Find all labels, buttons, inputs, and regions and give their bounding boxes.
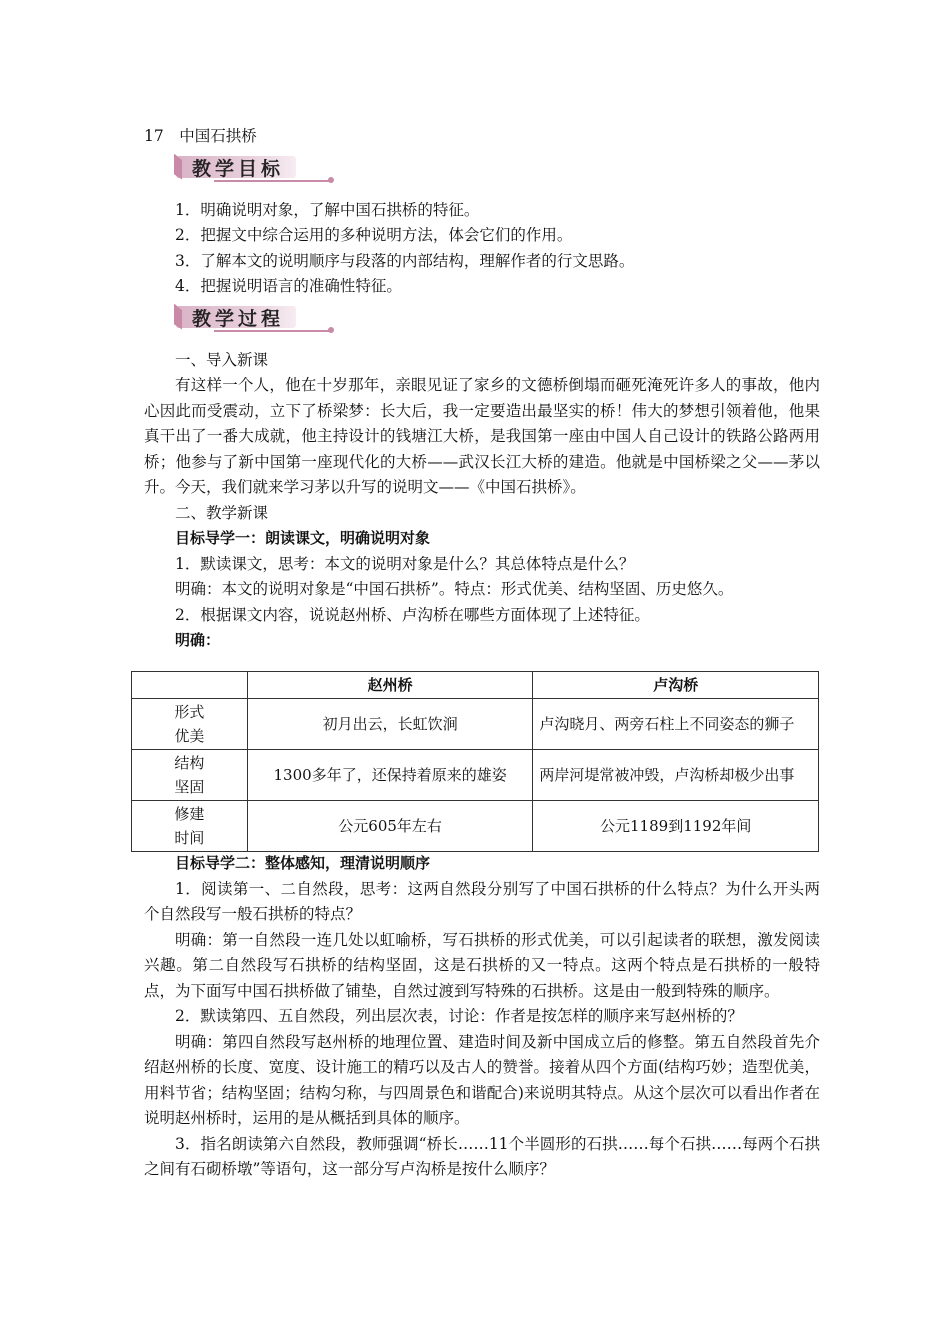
row-label xyxy=(132,750,248,801)
part-heading: 二、教学新课 xyxy=(175,503,269,522)
goal-item: 2．把握文中综合运用的多种说明方法，体会它们的作用。 xyxy=(175,226,573,244)
table-row xyxy=(132,750,819,801)
table-header-cell: 卢沟桥 xyxy=(533,672,819,699)
answer: 明确：第四自然段写赵州桥的地理位置、建造时间及新中国成立后的修整。第五自然段首先介绍赵州桥的长度、宽度、设计施工的精巧以及古人的赞誉。接着从四个方面(结构巧妙；造型优美，用料节省；结构坚固；结构匀称，与四周景色和谐配合)来说明其特点。从这个层次可以看出作者在说明赵州桥时，运用的是从概括到具体的顺序。 xyxy=(144,1032,820,1127)
goal-item: 1．明确说明对象，了解中国石拱桥的特征。 xyxy=(175,200,480,219)
row-label-line: 修建 xyxy=(174,805,205,823)
document-page-lower xyxy=(144,851,820,1183)
part-heading: 一、导入新课 xyxy=(175,350,269,369)
goal-item: 4．把握说明语言的准确性特征。 xyxy=(175,277,402,295)
answer: 明确：本文的说明对象是“中国石拱桥”。特点：形式优美、结构坚固、历史悠久。 xyxy=(175,580,734,598)
table-row xyxy=(132,699,819,750)
section-banner-process xyxy=(174,300,344,334)
banner-label: 教学目标 xyxy=(192,157,285,180)
banner-label: 教学过程 xyxy=(192,307,285,330)
answer-label: 明确： xyxy=(175,631,221,649)
banner-underline xyxy=(214,180,332,182)
row-label-line: 坚固 xyxy=(174,778,205,796)
question: 2．默读第四、五自然段，列出层次表，讨论：作者是按怎样的顺序来写赵州桥的？ xyxy=(175,1007,743,1025)
section-banner-goals xyxy=(174,150,344,184)
question: 1．阅读第一、二自然段，思考：这两自然段分别写了中国石拱桥的什么特点？为什么开头两个自然段写一般石拱桥的特点？ xyxy=(144,879,820,923)
question: 1．默读课文，思考：本文的说明对象是什么？其总体特点是什么？ xyxy=(175,554,635,573)
table-row xyxy=(132,801,819,852)
table-header-row xyxy=(132,672,819,699)
row-label-line: 优美 xyxy=(174,727,205,745)
lesson-title: 17 中国石拱桥 xyxy=(144,127,257,145)
row-label-line: 结构 xyxy=(174,754,205,772)
row-label-line: 形式 xyxy=(174,703,205,721)
goal2-heading: 目标导学二：整体感知，理清说明顺序 xyxy=(175,854,431,872)
answer: 明确：第一自然段一连几处以虹喻桥，写石拱桥的形式优美，可以引起读者的联想，激发阅读兴趣。第二自然段写石拱桥的结构坚固，这是石拱桥的又一特点。这两个特点是石拱桥的一般特点，为下面写中国石拱桥做了铺垫，自然过渡到写特殊的石拱桥。这是由一般到特殊的顺序。 xyxy=(144,930,820,1000)
table-header-cell xyxy=(132,672,248,699)
goal-item: 3．了解本文的说明顺序与段落的内部结构，理解作者的行文思路。 xyxy=(175,251,635,270)
row-label xyxy=(132,801,248,852)
question: 2．根据课文内容，说说赵州桥、卢沟桥在哪些方面体现了上述特征。 xyxy=(175,605,650,624)
zhaozhou-cell: 初月出云，长虹饮涧 xyxy=(247,699,533,750)
lugou-cell: 公元1189到1192年间 xyxy=(533,801,819,852)
comparison-table xyxy=(131,671,819,852)
table-header-cell: 赵州桥 xyxy=(247,672,533,699)
zhaozhou-cell: 1300多年了，还保持着原来的雄姿 xyxy=(247,750,533,801)
banner-dot-icon xyxy=(328,327,334,333)
intro-paragraph: 有这样一个人，他在十岁那年，亲眼见证了家乡的文德桥倒塌而砸死淹死许多人的事故，他内心因此而受震动，立下了桥梁梦：长大后，我一定要造出最坚实的桥！伟大的梦想引领着他，他果真干出了一番大成就，他主持设计的钱塘江大桥，是我国第一座由中国人自己设计的铁路公路两用桥；他参与了新中国第一座现代化的大桥——武汉长江大桥的建造。他就是中国桥梁之父——茅以升。今天，我们就来学习茅以升写的说明文——《中国石拱桥》。 xyxy=(144,376,820,496)
goal1-heading: 目标导学一：朗读课文，明确说明对象 xyxy=(175,529,431,547)
lugou-cell: 卢沟晓月、两旁石柱上不同姿态的狮子 xyxy=(533,699,819,750)
lugou-cell: 两岸河堤常被冲毁，卢沟桥却极少出事 xyxy=(533,750,819,801)
document-page xyxy=(144,124,820,654)
row-label xyxy=(132,699,248,750)
question: 3．指名朗读第六自然段，教师强调“桥长……11个半圆形的石拱……每个石拱……每两个石拱之间有石砌桥墩”等语句，这一部分写卢沟桥是按什么顺序？ xyxy=(144,1134,820,1178)
banner-dot-icon xyxy=(328,177,334,183)
banner-underline xyxy=(214,330,332,332)
row-label-line: 时间 xyxy=(174,829,205,847)
zhaozhou-cell: 公元605年左右 xyxy=(247,801,533,852)
